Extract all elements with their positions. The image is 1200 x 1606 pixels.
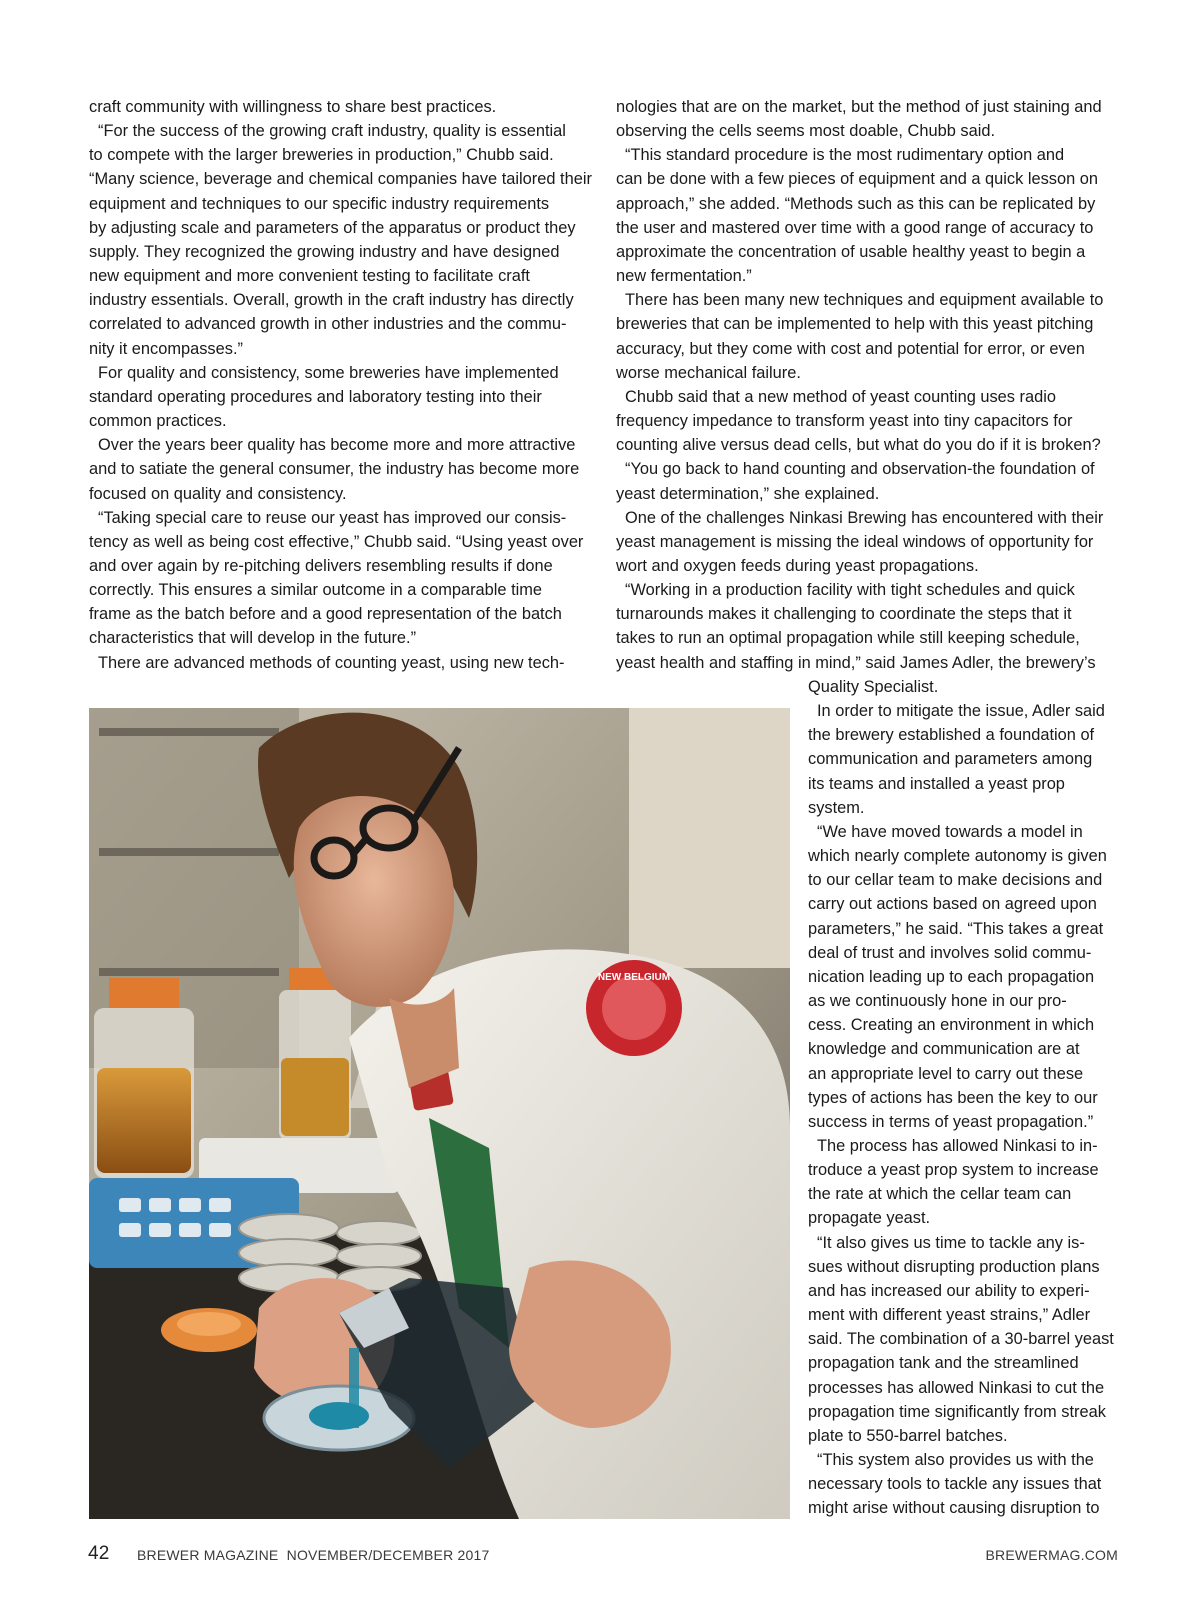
text-line: to our cellar team to make decisions and <box>808 871 1103 890</box>
text-line: the brewery established a foundation of <box>808 726 1095 745</box>
text-line: plate to 550-barrel batches. <box>808 1426 1008 1445</box>
text-line: There are advanced methods of counting yeast, using new tech- <box>98 653 565 672</box>
text-line: processes has allowed Ninkasi to cut the <box>808 1378 1105 1397</box>
text-line: and to satiate the general consumer, the industry has become more <box>89 460 580 479</box>
text-line: There has been many new techniques and equipment available to <box>625 291 1104 310</box>
text-line: an appropriate level to carry out these <box>808 1064 1084 1083</box>
text-line: “We have moved towards a model in <box>817 822 1083 841</box>
website-url: BREWERMAG.COM <box>985 1547 1118 1563</box>
text-line: In order to mitigate the issue, Adler said <box>817 702 1105 721</box>
text-line: tency as well as being cost effective,” Chubb said. “Using yeast over <box>89 532 584 551</box>
text-line: “It also gives us time to tackle any is- <box>817 1233 1085 1252</box>
text-line: new fermentation.” <box>616 267 752 286</box>
text-line: carry out actions based on agreed upon <box>808 895 1097 914</box>
text-line: new equipment and more convenient testing to facilitate craft <box>89 267 530 286</box>
text-line: types of actions has been the key to our <box>808 1088 1098 1107</box>
text-line: which nearly complete autonomy is given <box>808 847 1107 866</box>
publication-info: BREWER MAGAZINE NOVEMBER/DECEMBER 2017 <box>137 1547 490 1563</box>
text-line: and has increased our ability to experi- <box>808 1281 1090 1300</box>
text-line: One of the challenges Ninkasi Brewing has encountered with their <box>625 508 1104 527</box>
text-line: “Many science, beverage and chemical companies have tailored their <box>89 170 592 189</box>
text-line: parameters,” he said. “This takes a great <box>808 919 1104 938</box>
amber-bottle-left <box>94 978 194 1178</box>
text-line: the rate at which the cellar team can <box>808 1185 1072 1204</box>
text-line: observing the cells seems most doable, Chubb said. <box>616 122 996 141</box>
text-line: “Taking special care to reuse our yeast has improved our consis- <box>98 508 567 527</box>
text-line: wort and oxygen feeds during yeast propagations. <box>616 556 979 575</box>
text-line: might arise without causing disruption to <box>808 1499 1100 1518</box>
text-line: propagation time significantly from streak <box>808 1402 1106 1421</box>
text-line: “This system also provides us with the <box>817 1451 1094 1469</box>
text-line: yeast health and staffing in mind,” said James Adler, the brewery’s <box>616 653 1096 672</box>
text-line: characteristics that will develop in the future.” <box>89 629 417 648</box>
text-line: turnarounds makes it challenging to coordinate the steps that it <box>616 605 1072 624</box>
text-line: troduce a yeast prop system to increase <box>808 1161 1099 1180</box>
text-line: as we continuously hone in our pro- <box>808 992 1067 1011</box>
text-line: takes to run an optimal propagation while still keeping schedule, <box>616 629 1080 648</box>
text-line: nication leading up to each propagation <box>808 967 1095 986</box>
text-line: The process has allowed Ninkasi to in- <box>817 1136 1098 1155</box>
text-line: equipment and techniques to our specific industry requirements <box>89 194 550 213</box>
text-line: “You go back to hand counting and observation-the foundation of <box>625 460 1095 479</box>
text-line: cess. Creating an environment in which <box>808 1016 1095 1035</box>
text-line: counting alive versus dead cells, but what do you do if it is broken? <box>616 436 1101 455</box>
text-line: by adjusting scale and parameters of the apparatus or product they <box>89 218 576 237</box>
text-line: “For the success of the growing craft industry, quality is essential <box>98 122 566 141</box>
text-line: necessary tools to tackle any issues that <box>808 1475 1102 1494</box>
text-line: “This standard procedure is the most rudimentary option and <box>625 146 1065 165</box>
text-line: correlated to advanced growth in other industries and the commu- <box>89 315 567 334</box>
text-line: frequency impedance to transform yeast into tiny capacitors for <box>616 412 1073 431</box>
text-line: craft community with willingness to share best practices. <box>89 98 497 116</box>
text-line: industry essentials. Overall, growth in the craft industry has directly <box>89 291 574 310</box>
text-line: deal of trust and involves solid commu- <box>808 943 1092 962</box>
text-line: and over again by re-pitching delivers resembling results if done <box>89 556 553 575</box>
text-line: system. <box>808 798 865 817</box>
text-line: yeast management is missing the ideal windows of opportunity for <box>616 532 1094 551</box>
text-line: success in terms of yeast propagation.” <box>808 1112 1094 1131</box>
text-line: standard operating procedures and laboratory testing into their <box>89 387 542 406</box>
text-line: supply. They recognized the growing industry and have designed <box>89 242 560 261</box>
text-line: Over the years beer quality has become more and more attractive <box>98 436 576 455</box>
text-line: knowledge and communication are at <box>808 1040 1080 1059</box>
text-line: worse mechanical failure. <box>616 363 801 382</box>
lab-photo <box>89 708 790 1519</box>
text-line: communication and parameters among <box>808 750 1093 769</box>
text-line: approximate the concentration of usable healthy yeast to begin a <box>616 242 1086 261</box>
text-line: sues without disrupting production plans <box>808 1257 1100 1276</box>
text-line: common practices. <box>89 412 227 431</box>
text-line: frame as the batch before and a good representation of the batch <box>89 605 562 624</box>
text-line: For quality and consistency, some breweries have implemented <box>98 363 559 382</box>
text-line: accuracy, but they come with cost and potential for error, or even <box>616 339 1085 358</box>
text-line: focused on quality and consistency. <box>89 484 347 503</box>
text-line: nity it encompasses.” <box>89 339 243 358</box>
text-line: can be done with a few pieces of equipment and a quick lesson on <box>616 170 1099 189</box>
text-line: nologies that are on the market, but the method of just staining and <box>616 98 1102 116</box>
article-column-left <box>89 95 592 675</box>
brand-badge <box>586 960 682 1056</box>
text-line: Chubb said that a new method of yeast counting uses radio <box>625 387 1056 406</box>
article-column-right <box>616 95 1116 675</box>
text-line: yeast determination,” she explained. <box>616 484 880 503</box>
text-line: said. The combination of a 30-barrel yeast <box>808 1330 1114 1349</box>
text-line: approach,” she added. “Methods such as this can be replicated by <box>616 194 1096 213</box>
text-line: to compete with the larger breweries in production,” Chubb said. <box>89 146 554 165</box>
text-line: correctly. This ensures a similar outcome in a comparable time <box>89 581 543 600</box>
article-column-side <box>808 675 1118 1520</box>
text-line: propagate yeast. <box>808 1209 931 1228</box>
text-line: the user and mastered over time with a good range of accuracy to <box>616 218 1094 237</box>
page-number: 42 <box>88 1543 110 1564</box>
text-line: propagation tank and the streamlined <box>808 1354 1079 1373</box>
text-line: Quality Specialist. <box>808 678 939 696</box>
text-line: its teams and installed a yeast prop <box>808 774 1065 793</box>
text-line: “Working in a production facility with tight schedules and quick <box>625 581 1075 600</box>
svg-text:NEW BELGIUM: NEW BELGIUM <box>597 972 671 983</box>
text-line: ment with different yeast strains,” Adler <box>808 1306 1091 1325</box>
text-line: breweries that can be implemented to help with this yeast pitching <box>616 315 1094 334</box>
